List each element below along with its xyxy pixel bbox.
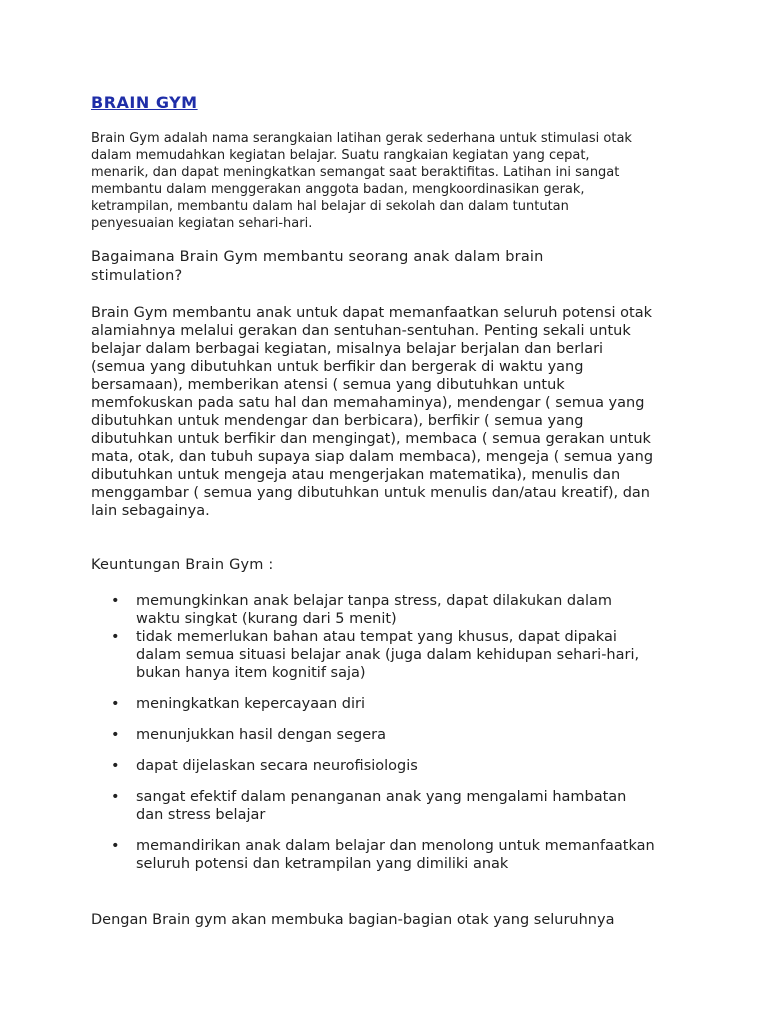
intro-line: ketrampilan, membantu dalam hal belajar di sekolah dan dalam tuntutan: [91, 199, 569, 214]
list-item-line: seluruh potensi dan ketrampilan yang dimiliki anak: [136, 856, 509, 872]
body-line: alamiahnya melalui gerakan dan sentuhan-sentuhan. Penting sekali untuk: [91, 323, 631, 339]
body-line: lain sebagainya.: [91, 503, 210, 519]
heading-line: stimulation?: [91, 268, 183, 284]
list-item: [91, 628, 691, 682]
question-heading: [91, 248, 651, 286]
body-line: (semua yang dibutuhkan untuk berfikir dan bergerak di waktu yang: [91, 359, 584, 375]
bullet-icon: •: [111, 629, 120, 645]
body-line: menggambar ( semua yang dibutuhkan untuk menulis dan/atau kreatif), dan: [91, 485, 651, 501]
intro-line: Brain Gym adalah nama serangkaian latihan gerak sederhana untuk stimulasi otak: [91, 131, 632, 146]
list-item-line: dan stress belajar: [136, 807, 266, 823]
list-item-line: memandirikan anak dalam belajar dan menolong untuk memanfaatkan: [136, 838, 655, 854]
benefits-list: [91, 592, 691, 873]
list-item: [91, 695, 691, 713]
list-item-line: menunjukkan hasil dengan segera: [136, 727, 387, 743]
list-item-line: meningkatkan kepercayaan diri: [136, 696, 365, 712]
benefits-heading: Keuntungan Brain Gym :: [91, 557, 274, 573]
list-item: [91, 757, 691, 775]
list-item: [91, 837, 691, 873]
list-item-line: memungkinkan anak belajar tanpa stress, dapat dilakukan dalam: [136, 593, 612, 609]
bullet-icon: •: [111, 727, 120, 743]
list-item: [91, 788, 691, 824]
bullet-icon: •: [111, 758, 120, 774]
body-paragraph: [91, 304, 691, 520]
list-item-line: bukan hanya item kognitif saja): [136, 665, 366, 681]
list-item-line: dapat dijelaskan secara neurofisiologis: [136, 758, 418, 774]
list-item-line: sangat efektif dalam penanganan anak yang mengalami hambatan: [136, 789, 627, 805]
list-item: [91, 592, 691, 628]
list-item-line: tidak memerlukan bahan atau tempat yang khusus, dapat dipakai: [136, 629, 617, 645]
intro-line: membantu dalam menggerakan anggota badan, mengkoordinasikan gerak,: [91, 182, 585, 197]
body-line: dibutuhkan untuk berfikir dan mengingat), membaca ( semua gerakan untuk: [91, 431, 651, 447]
intro-line: menarik, dan dapat meningkatkan semangat saat beraktifitas. Latihan ini sangat: [91, 165, 620, 180]
body-line: Brain Gym membantu anak untuk dapat memanfaatkan seluruh potensi otak: [91, 305, 652, 321]
body-line: mata, otak, dan tubuh supaya siap dalam membaca), mengeja ( semua yang: [91, 449, 654, 465]
document-title: BRAIN GYM: [91, 93, 198, 112]
body-line: belajar dalam berbagai kegiatan, misalnya belajar berjalan dan berlari: [91, 341, 604, 357]
body-line: memfokuskan pada satu hal dan memahaminya), mendengar ( semua yang: [91, 395, 645, 411]
body-line: bersamaan), memberikan atensi ( semua yang dibutuhkan untuk: [91, 377, 565, 393]
list-item: [91, 726, 691, 744]
list-item-line: waktu singkat (kurang dari 5 menit): [136, 611, 397, 627]
bullet-icon: •: [111, 838, 120, 854]
body-line: dibutuhkan untuk mendengar dan berbicara), berfikir ( semua yang: [91, 413, 584, 429]
bullet-icon: •: [111, 696, 120, 712]
intro-line: dalam memudahkan kegiatan belajar. Suatu rangkaian kegiatan yang cepat,: [91, 148, 590, 163]
bullet-icon: •: [111, 789, 120, 805]
list-item-line: dalam semua situasi belajar anak (juga dalam kehidupan sehari-hari,: [136, 647, 640, 663]
intro-line: penyesuaian kegiatan sehari-hari.: [91, 216, 313, 231]
closing-paragraph: Dengan Brain gym akan membuka bagian-bagian otak yang seluruhnya: [91, 912, 615, 928]
heading-line: Bagaimana Brain Gym membantu seorang anak dalam brain: [91, 249, 544, 265]
body-line: dibutuhkan untuk mengeja atau mengerjakan matematika), menulis dan: [91, 467, 621, 483]
bullet-icon: •: [111, 593, 120, 609]
intro-paragraph: [91, 130, 691, 232]
